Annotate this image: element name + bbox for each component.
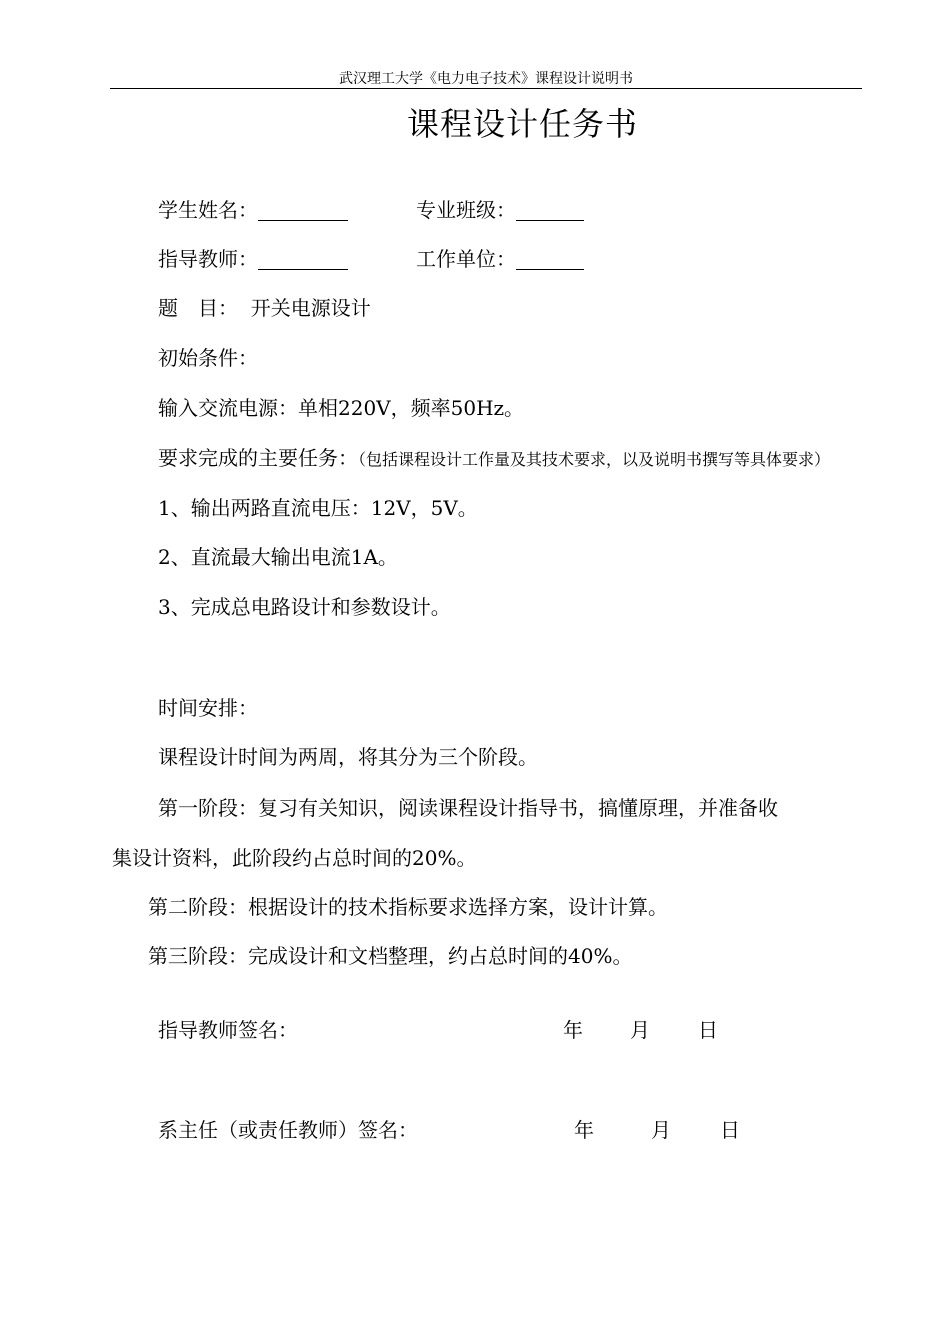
major-class-row [416,196,584,224]
initial-conditions-text: 输入交流电源：单相220V，频率50Hz。 [158,396,525,420]
advisor-row [158,245,348,273]
work-unit-blank [516,249,584,270]
advisor-sign-month: 月 [630,1018,650,1042]
director-sign-day: 日 [720,1118,740,1142]
advisor-blank [258,249,348,270]
topic-label: 题 目： [158,296,238,320]
tasks-note: （包括课程设计工作量及其技术要求，以及说明书撰写等具体要求） [358,450,831,469]
task-item: 3、完成总电路设计和参数设计。 [158,595,451,619]
advisor-label: 指导教师： [158,247,258,271]
advisor-signature-label: 指导教师签名： [158,1018,298,1042]
major-class-blank [516,200,584,221]
schedule-label: 时间安排： [158,696,258,720]
topic-row [158,294,371,322]
student-name-blank [258,200,348,221]
document-title: 课程设计任务书 [406,105,638,143]
work-unit-label: 工作单位： [416,247,516,271]
page-header: 武汉理工大学《电力电子技术》课程设计说明书 [339,71,633,87]
schedule-phase2: 第二阶段：根据设计的技术指标要求选择方案，设计计算。 [148,895,668,919]
work-unit-row [416,245,584,273]
schedule-phase3: 第三阶段：完成设计和文档整理，约占总时间的40%。 [148,944,633,968]
schedule-intro: 课程设计时间为两周，将其分为三个阶段。 [158,745,538,769]
student-name-row [158,196,348,224]
task-item: 2、直流最大输出电流1A。 [158,545,398,569]
director-sign-year: 年 [574,1118,594,1142]
advisor-sign-year: 年 [563,1018,583,1042]
director-signature-label: 系主任（或责任教师）签名： [158,1118,418,1142]
major-class-label: 专业班级： [416,198,516,222]
tasks-label: 要求完成的主要任务： [158,446,358,470]
student-name-label: 学生姓名： [158,198,258,222]
topic-value: 开关电源设计 [250,296,371,320]
schedule-phase1-line1: 第一阶段：复习有关知识，阅读课程设计指导书，搞懂原理，并准备收 [158,796,778,820]
tasks-row [158,444,830,474]
initial-conditions-label: 初始条件： [158,346,258,370]
task-item: 1、输出两路直流电压：12V，5V。 [158,496,478,520]
header-rule [110,88,862,89]
advisor-sign-day: 日 [698,1018,718,1042]
director-sign-month: 月 [651,1118,671,1142]
schedule-phase1-line2: 集设计资料，此阶段约占总时间的20%。 [112,846,477,870]
